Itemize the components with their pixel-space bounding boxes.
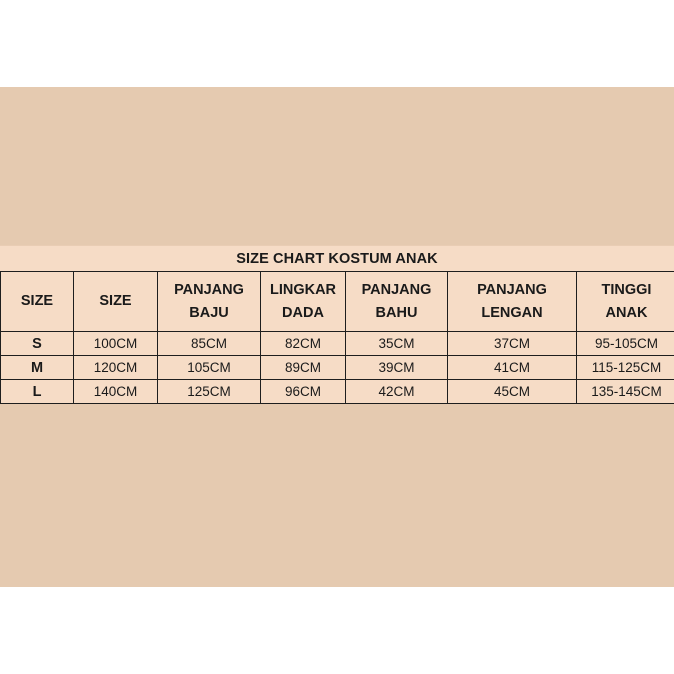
header-tinggi-anak: TINGGI ANAK	[577, 272, 674, 332]
header-size: SIZE	[74, 272, 158, 332]
table-cell: 89CM	[261, 356, 346, 380]
header-panjang-bahu: PANJANG BAHU	[346, 272, 448, 332]
table-cell: 35CM	[346, 332, 448, 356]
table-row	[1, 332, 674, 356]
header-panjang-baju: PANJANG BAJU	[158, 272, 261, 332]
table-row	[1, 380, 674, 404]
table-cell: M	[1, 356, 74, 380]
table-cell: 96CM	[261, 380, 346, 404]
table-cell: 120CM	[74, 356, 158, 380]
table-cell: 95-105CM	[577, 332, 674, 356]
table-cell: 115-125CM	[577, 356, 674, 380]
header-size-label: SIZE	[1, 272, 74, 332]
table-cell: 39CM	[346, 356, 448, 380]
table-cell: 41CM	[448, 356, 577, 380]
table-cell: 135-145CM	[577, 380, 674, 404]
header-row	[1, 272, 674, 332]
table-cell: 105CM	[158, 356, 261, 380]
table-cell: 125CM	[158, 380, 261, 404]
table-cell: 45CM	[448, 380, 577, 404]
chart-title: SIZE CHART KOSTUM ANAK	[236, 251, 438, 267]
size-table	[0, 271, 674, 404]
table-cell: 140CM	[74, 380, 158, 404]
table-cell: 37CM	[448, 332, 577, 356]
table-cell: 85CM	[158, 332, 261, 356]
header-lingkar-dada: LINGKAR DADA	[261, 272, 346, 332]
table-cell: L	[1, 380, 74, 404]
table-cell: S	[1, 332, 74, 356]
table-cell: 100CM	[74, 332, 158, 356]
header-panjang-lengan: PANJANG LENGAN	[448, 272, 577, 332]
table-cell: 82CM	[261, 332, 346, 356]
title-band	[0, 245, 674, 271]
table-cell: 42CM	[346, 380, 448, 404]
table-row	[1, 356, 674, 380]
